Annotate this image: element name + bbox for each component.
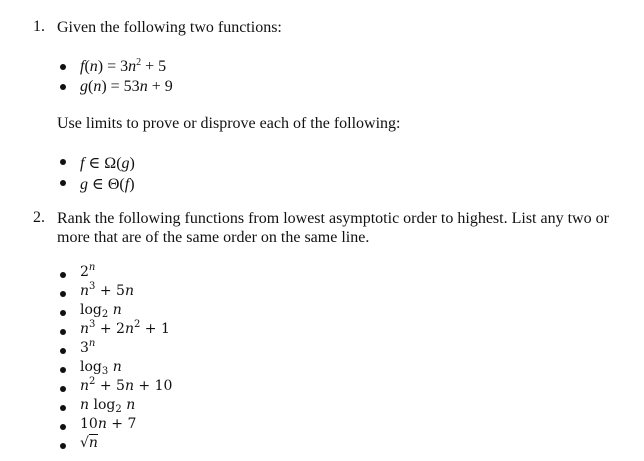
function-g (0, 78, 644, 97)
bullet-icon (60, 159, 66, 165)
ranked-function-expression: 10n + 7 (80, 416, 137, 432)
ranked-function (0, 264, 644, 283)
problem-1-intro: Given the following two functions: (57, 19, 282, 36)
ranked-function (0, 378, 644, 397)
bullet-icon (60, 424, 66, 430)
bullet-icon (60, 329, 66, 335)
ranked-function (0, 435, 644, 454)
ranked-function-expression: √n (80, 435, 98, 451)
problem-2-text: Rank the following functions from lowest asymptotic order to highest. List any two or more that are of the same order on the same line. (57, 210, 609, 246)
claim-1 (0, 153, 644, 172)
ranked-function-expression: n $\log_2 n$ (80, 397, 136, 415)
bullet-icon (60, 348, 66, 354)
problem-2-number: 2. (33, 209, 45, 226)
function-f (0, 58, 644, 77)
ranked-function (0, 397, 644, 416)
ranked-function-expression: $n^3 + 5n$ (80, 281, 134, 299)
bullet-icon (60, 405, 66, 411)
bullet-icon (60, 64, 66, 70)
ranked-function-expression: 2$^n$ (80, 262, 96, 280)
bullet-icon (60, 291, 66, 297)
ranked-function (0, 321, 644, 340)
bullet-icon (60, 443, 66, 449)
ranked-function-expression: 3$^n$ (80, 338, 96, 356)
bullet-icon (60, 272, 66, 278)
ranked-function (0, 302, 644, 321)
ranked-function (0, 340, 644, 359)
function-g-expression: g(n) = 53n + 9 (80, 78, 173, 95)
problem-1-instruction: Use limits to prove or disprove each of the following: (57, 115, 401, 132)
bullet-icon (60, 367, 66, 373)
ranked-function-expression: $\log_2 n$ (80, 302, 122, 320)
claim-2 (0, 174, 644, 193)
ranked-function-expression: $n^2 + 5n + 10$ (80, 376, 173, 394)
ranked-function (0, 283, 644, 302)
claim-1-expression: f ∈ Ω(g) (80, 155, 135, 172)
function-f-expression: $f(n) = 3n^2 + 5$ (80, 57, 167, 75)
claim-2-expression: g ∈ Θ(f) (80, 176, 135, 193)
problem-1-number: 1. (33, 18, 45, 35)
ranked-function-expression: $n^3 + 2n^2 + 1$ (80, 319, 170, 337)
ranked-function-expression: $\log_3 n$ (80, 359, 122, 377)
bullet-icon (60, 180, 66, 186)
bullet-icon (60, 310, 66, 316)
ranked-function (0, 416, 644, 435)
bullet-icon (60, 386, 66, 392)
ranked-function (0, 359, 644, 378)
bullet-icon (60, 84, 66, 90)
